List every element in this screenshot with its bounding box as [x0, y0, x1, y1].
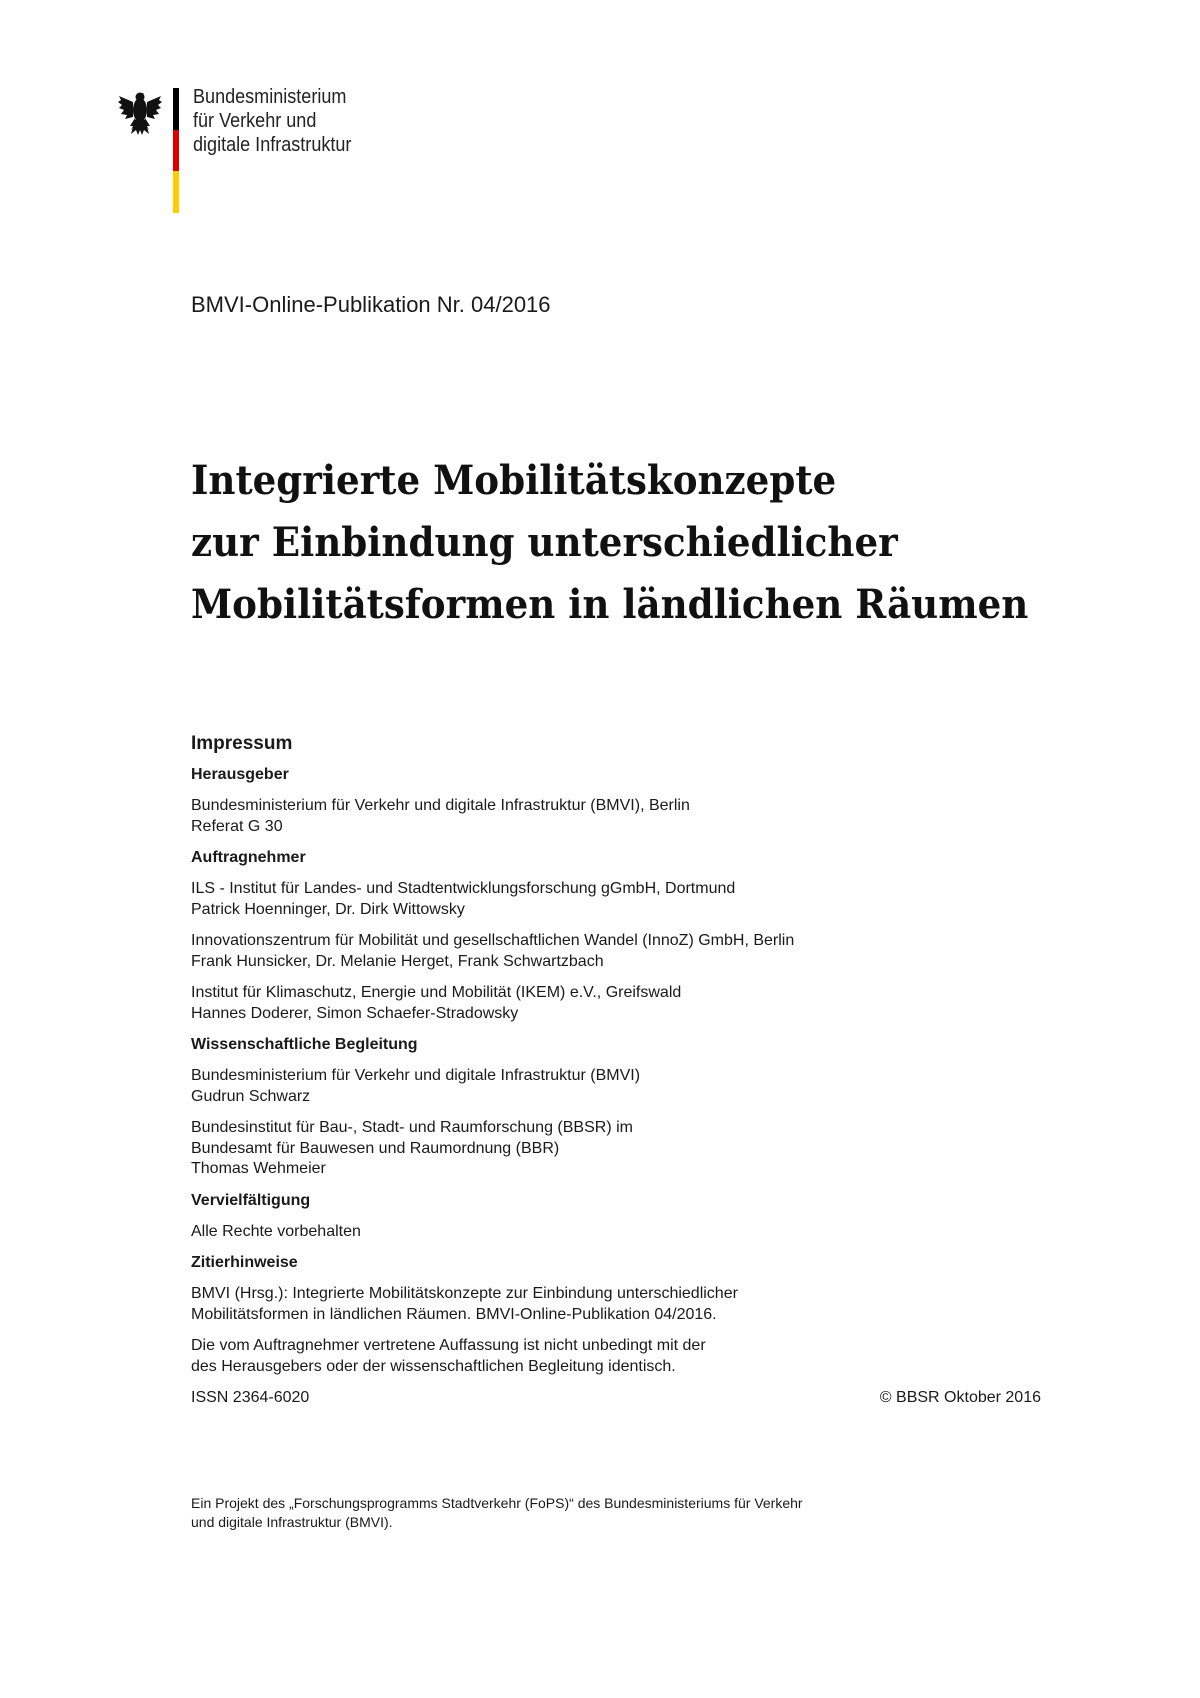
text-line: Bundesministerium für Verkehr und digitale Infrastruktur (BMVI) [191, 1067, 641, 1084]
imprint-section [191, 732, 1061, 1410]
text-line: Bundesinstitut für Bau-, Stadt- und Raumforschung (BBSR) im [191, 1119, 633, 1136]
federal-flag-bar [173, 88, 179, 213]
text-line: Thomas Wehmeier [191, 1160, 326, 1177]
text-line: BMVI (Hrsg.): Integrierte Mobilitätskonzepte zur Einbindung unterschiedlicher [191, 1285, 738, 1302]
text-line: des Herausgebers oder der wissenschaftlichen Begleitung identisch. [191, 1357, 676, 1375]
text-line: Bundesministerium für Verkehr und digitale Infrastruktur (BMVI), Berlin [191, 797, 690, 814]
contractors-heading: Auftragnehmer [191, 849, 306, 866]
text-line: Gudrun Schwarz [191, 1087, 311, 1105]
issn-copyright-row [191, 1388, 1061, 1410]
disclaimer-block [191, 1336, 1061, 1377]
flag-stripe-gold [173, 171, 179, 213]
footnote-line: Ein Projekt des „Forschungsprogramms Stadtverkehr (FoPS)“ des Bundesministeriums für Verkehr [191, 1495, 803, 1511]
contractor-block [191, 983, 1061, 1024]
ministry-logo [118, 85, 418, 213]
publisher-heading: Herausgeber [191, 766, 289, 783]
text-line: Alle Rechte vorbehalten [191, 1222, 361, 1240]
support-block [191, 1066, 1061, 1107]
text-line: Mobilitätsformen in ländlichen Räumen. BMVI-Online-Publikation 04/2016. [191, 1305, 717, 1323]
document-title [191, 450, 1091, 636]
text-line: Frank Hunsicker, Dr. Melanie Herget, Frank Schwartzbach [191, 952, 604, 970]
federal-eagle-icon [118, 88, 162, 136]
citation-block [191, 1284, 1061, 1325]
text-line: Referat G 30 [191, 817, 283, 835]
support-block [191, 1118, 1061, 1180]
title-line: Mobilitätsformen in ländlichen Räumen [191, 581, 1029, 628]
ministry-name-line: Bundesministerium [193, 85, 347, 108]
text-line: Bundesamt für Bauwesen und Raumordnung (BBR) [191, 1139, 560, 1157]
footnote-line: und digitale Infrastruktur (BMVI). [191, 1514, 393, 1530]
reproduction-heading: Vervielfältigung [191, 1191, 311, 1209]
ministry-name [193, 85, 373, 157]
contractor-block [191, 931, 1061, 972]
text-line: Hannes Doderer, Simon Schaefer-Stradowsky [191, 1004, 519, 1022]
flag-stripe-black [173, 88, 179, 130]
copyright: © BBSR Oktober 2016 [879, 1389, 1041, 1406]
title-line: zur Einbindung unterschiedlicher [191, 519, 898, 566]
text-line: Patrick Hoenninger, Dr. Dirk Wittowsky [191, 900, 465, 918]
reproduction-block [191, 1222, 1061, 1243]
scientific-support-heading: Wissenschaftliche Begleitung [191, 1036, 418, 1053]
text-line: Innovationszentrum für Mobilität und gesellschaftlichen Wandel (InnoZ) GmbH, Berlin [191, 932, 795, 949]
project-footnote [191, 1494, 803, 1532]
text-line: ILS - Institut für Landes- und Stadtentwicklungsforschung gGmbH, Dortmund [191, 880, 736, 897]
issn: ISSN 2364-6020 [191, 1389, 310, 1406]
ministry-name-line: für Verkehr und [193, 109, 317, 132]
text-line: Die vom Auftragnehmer vertretene Auffassung ist nicht unbedingt mit der [191, 1337, 706, 1354]
title-line: Integrierte Mobilitätskonzepte [191, 457, 837, 504]
imprint-title: Impressum [191, 733, 293, 754]
ministry-name-line: digitale Infrastruktur [193, 133, 352, 156]
text-line: Institut für Klimaschutz, Energie und Mobilität (IKEM) e.V., Greifswald [191, 984, 682, 1001]
publisher-block [191, 796, 1061, 837]
flag-stripe-red [173, 130, 179, 172]
contractor-block [191, 879, 1061, 920]
publication-number: BMVI-Online-Publikation Nr. 04/2016 [191, 292, 551, 317]
citation-heading: Zitierhinweise [191, 1254, 298, 1271]
